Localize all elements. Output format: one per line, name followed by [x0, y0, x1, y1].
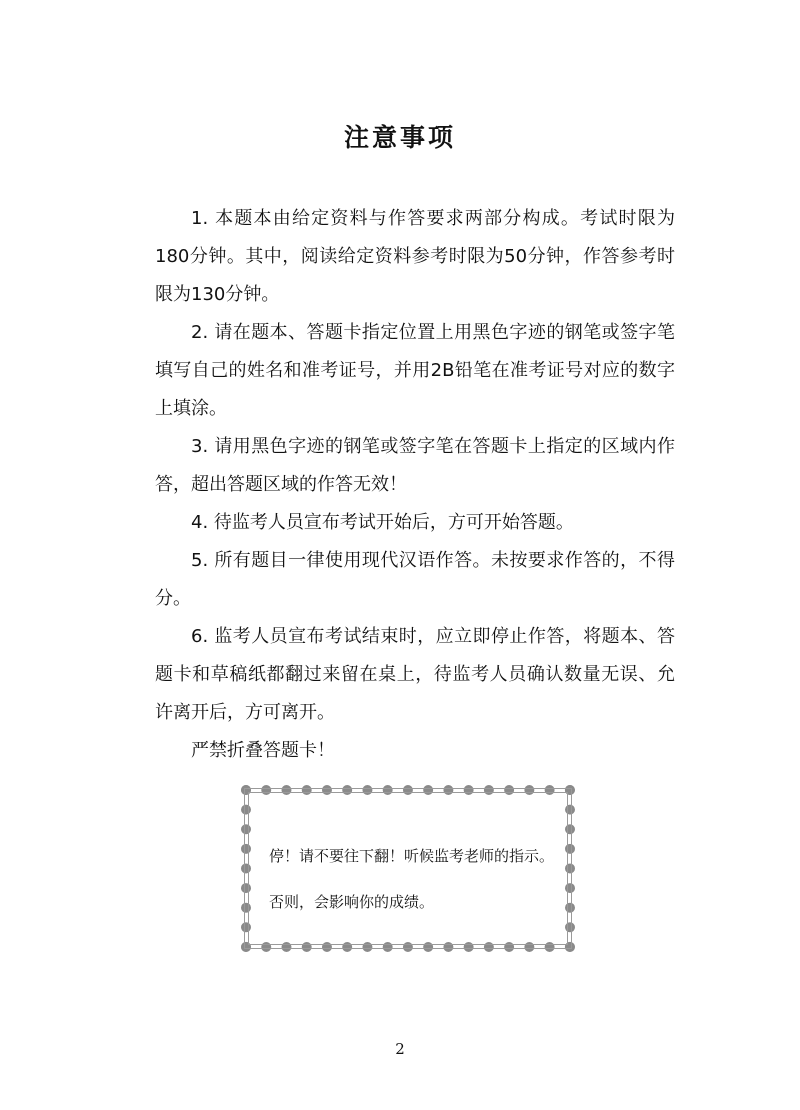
notice-item-3: 3. 请用黑色字迹的钢笔或签字笔在答题卡上指定的区域内作答，超出答题区域的作答无效！: [155, 436, 675, 495]
stop-warning-box: [241, 785, 575, 952]
notice-item-4: 4. 待监考人员宣布考试开始后，方可开始答题。: [191, 512, 574, 533]
grade-warning-line: 否则，会影响你的成绩。: [269, 893, 435, 911]
notice-list: [155, 200, 675, 770]
notice-item-1: 1. 本题本由给定资料与作答要求两部分构成。考试时限为180分钟。其中，阅读给定资料参考时限为50分钟，作答参考时限为130分钟。: [155, 208, 675, 305]
notice-item-2: 2. 请在题本、答题卡指定位置上用黑色字迹的钢笔或签字笔填写自己的姓名和准考证号，并用2B铅笔在准考证号对应的数字上填涂。: [155, 322, 675, 419]
page-title: 注意事项: [343, 123, 456, 152]
notice-item-5: 5. 所有题目一律使用现代汉语作答。未按要求作答的，不得分。: [155, 550, 675, 609]
stop-warning-line: 停！请不要往下翻！听候监考老师的指示。: [269, 847, 555, 865]
notice-item-6: 6. 监考人员宣布考试结束时，应立即停止作答，将题本、答题卡和草稿纸都翻过来留在桌上，待监考人员确认数量无误、允许离开后，方可离开。: [155, 626, 675, 723]
no-folding-warning: 严禁折叠答题卡！: [191, 740, 335, 761]
page-number: 2: [395, 1040, 405, 1058]
